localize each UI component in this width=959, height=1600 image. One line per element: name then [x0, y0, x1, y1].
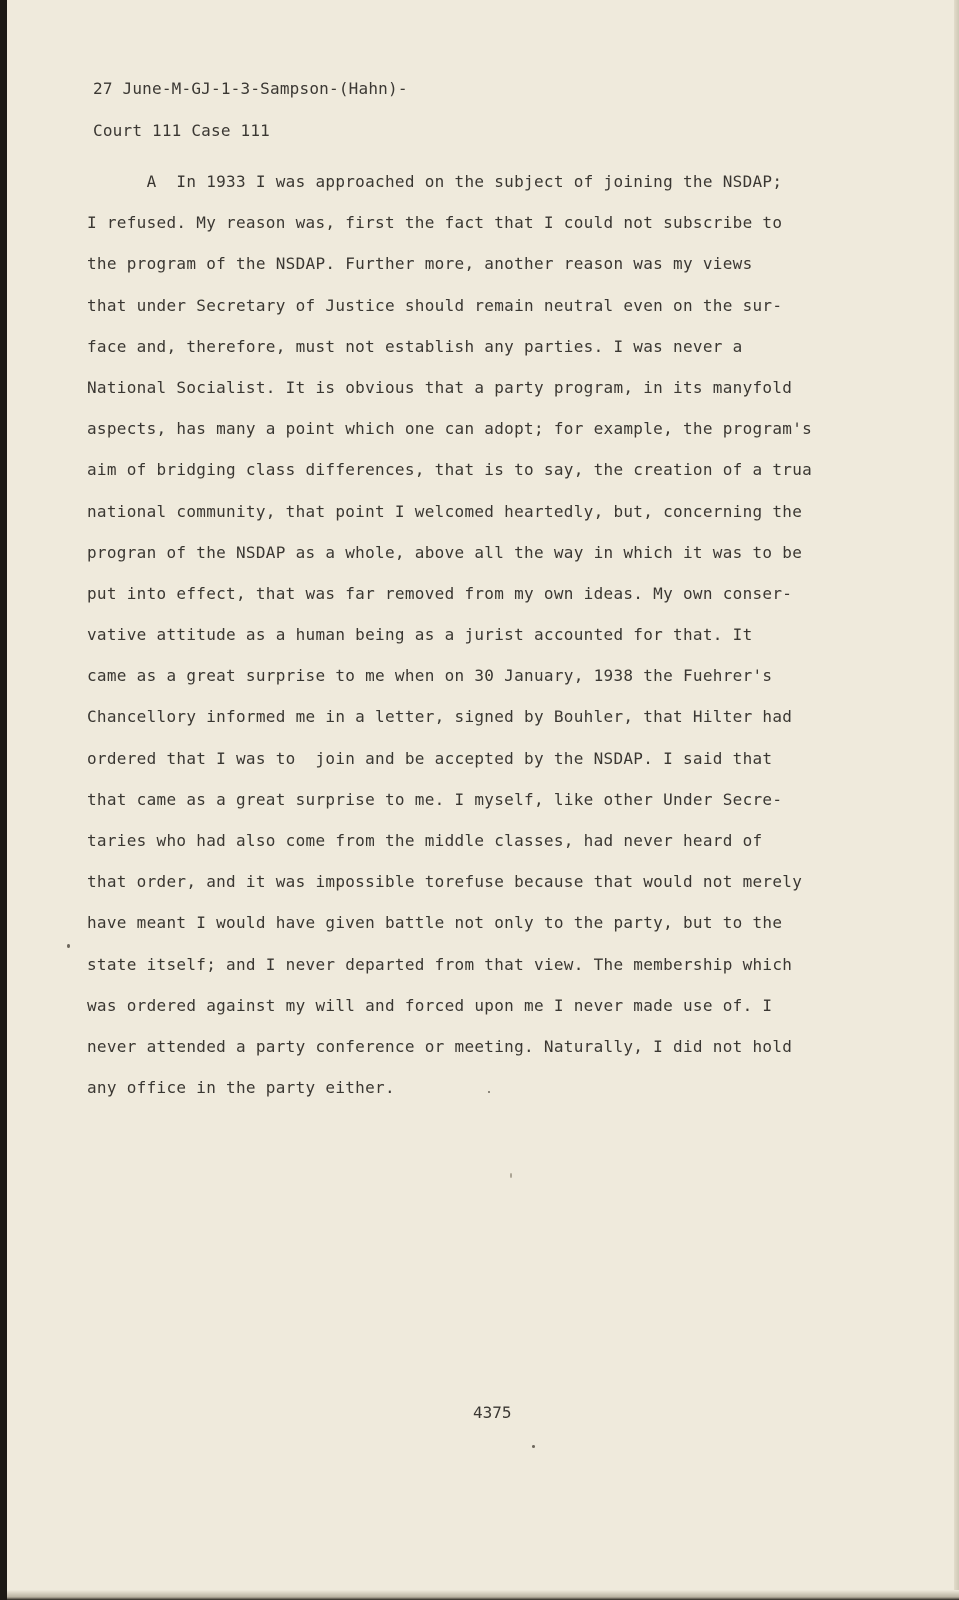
paper-speck [488, 1091, 490, 1093]
testimony-line: have meant I would have given battle not only to the party, but to the [87, 913, 783, 933]
page-right-edge [954, 0, 959, 1600]
testimony-line: that order, and it was impossible torefuse because that would not merely [87, 872, 803, 892]
paper-speck [532, 1445, 535, 1448]
testimony-line: progran of the NSDAP as a whole, above all the way in which it was to be [87, 542, 803, 562]
testimony-line: vative attitude as a human being as a jurist accounted for that. It [87, 625, 753, 645]
testimony-line: ordered that I was to join and be accepted by the NSDAP. I said that [87, 748, 773, 768]
document-header-court: Court 111 Case 111 [93, 121, 270, 140]
testimony-line: aspects, has many a point which one can adopt; for example, the program's [87, 419, 813, 439]
testimony-line: taries who had also come from the middle classes, had never heard of [87, 831, 763, 850]
testimony-line: I refused. My reason was, first the fact that I could not subscribe to [87, 213, 783, 233]
testimony-line: National Socialist. It is obvious that a party program, in its manyfold [87, 377, 793, 397]
testimony-line: A In 1933 I was approached on the subject of joining the NSDAP; [87, 172, 783, 191]
testimony-line: the program of the NSDAP. Further more, another reason was my views [87, 254, 753, 274]
testimony-line: national community, that point I welcomed heartedly, but, concerning the [87, 501, 803, 521]
testimony-line: that came as a great surprise to me. I myself, like other Under Secre- [87, 789, 783, 809]
testimony-line: any office in the party either. [87, 1078, 395, 1098]
testimony-line: face and, therefore, must not establish any parties. I was never a [87, 336, 743, 356]
paper-speck [510, 1173, 512, 1178]
testimony-line: was ordered against my will and forced upon me I never made use of. I [87, 995, 773, 1015]
document-header-reference: 27 June-M-GJ-1-3-Sampson-(Hahn)- [93, 79, 408, 98]
testimony-line: came as a great surprise to me when on 30 January, 1938 the Fuehrer's [87, 666, 773, 686]
testimony-line: put into effect, that was far removed from my own ideas. My own conser- [87, 583, 793, 603]
testimony-body [87, 161, 867, 1108]
testimony-line: Chancellory informed me in a letter, signed by Bouhler, that Hilter had [87, 707, 793, 727]
testimony-line: aim of bridging class differences, that is to say, the creation of a trua [87, 460, 813, 480]
testimony-line: state itself; and I never departed from that view. The membership which [87, 954, 793, 974]
page-number: 4375 [473, 1403, 512, 1422]
page-bottom-edge [7, 1590, 959, 1600]
testimony-line: that under Secretary of Justice should remain neutral even on the sur- [87, 295, 783, 315]
paper-speck [67, 944, 70, 948]
testimony-line: never attended a party conference or meeting. Naturally, I did not hold [87, 1036, 793, 1056]
